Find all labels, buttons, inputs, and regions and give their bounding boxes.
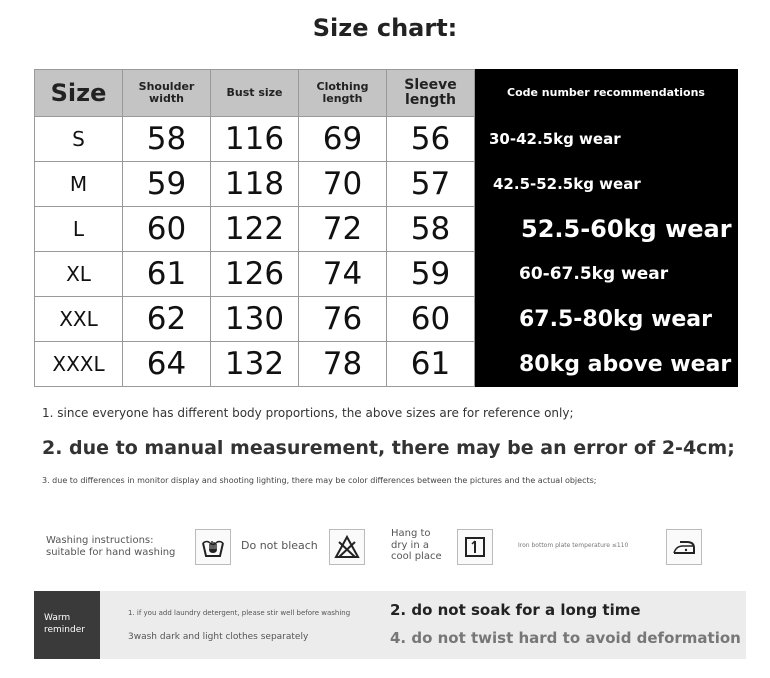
cell-clothing: 70: [299, 162, 387, 207]
warm-reminder-badge: [34, 591, 100, 659]
cell-size: XXL: [35, 297, 123, 342]
header-size: Size: [35, 70, 123, 117]
cell-shoulder: 64: [123, 342, 211, 387]
cell-shoulder: 62: [123, 297, 211, 342]
cell-clothing: 78: [299, 342, 387, 387]
cell-shoulder: 60: [123, 207, 211, 252]
table-header-row: [35, 70, 738, 117]
warm-reminder-label-1: Warm: [44, 613, 71, 623]
cell-bust: 132: [211, 342, 299, 387]
hang-dry-icon: [457, 529, 493, 565]
hang-dry-label-2: dry in a: [391, 539, 429, 551]
cell-recommendation: 52.5-60kg wear: [475, 207, 738, 252]
note-1: 1. since everyone has different body proportions, the above sizes are for reference only;: [42, 406, 574, 420]
cell-bust: 116: [211, 117, 299, 162]
iron-icon: [666, 529, 702, 565]
cell-bust: 118: [211, 162, 299, 207]
reminder-tip-2: 2. do not soak for a long time: [390, 601, 641, 619]
cell-clothing: 74: [299, 252, 387, 297]
note-2: 2. due to manual measurement, there may be an error of 2-4cm;: [42, 437, 735, 459]
table-row: [35, 252, 738, 297]
cell-bust: 130: [211, 297, 299, 342]
bleach-label: Do not bleach: [241, 539, 318, 552]
cell-bust: 126: [211, 252, 299, 297]
cell-shoulder: 58: [123, 117, 211, 162]
reminder-tip-4: 4. do not twist hard to avoid deformation: [390, 629, 741, 647]
size-chart-table: [34, 69, 738, 387]
cell-size: L: [35, 207, 123, 252]
iron-label: Iron bottom plate temperature ≤110: [518, 542, 629, 549]
table-row: [35, 207, 738, 252]
cell-clothing: 69: [299, 117, 387, 162]
cell-sleeve: 56: [387, 117, 475, 162]
cell-recommendation: 42.5-52.5kg wear: [475, 162, 738, 207]
cell-size: S: [35, 117, 123, 162]
cell-bust: 122: [211, 207, 299, 252]
cell-sleeve: 58: [387, 207, 475, 252]
header-bust-size: Bust size: [211, 70, 299, 117]
washing-instructions-text: [46, 535, 175, 558]
cell-recommendation: 67.5-80kg wear: [475, 297, 738, 342]
cell-sleeve: 61: [387, 342, 475, 387]
header-sleeve-length: Sleeve length: [387, 70, 475, 117]
cell-sleeve: 59: [387, 252, 475, 297]
table-row: [35, 117, 738, 162]
cell-size: M: [35, 162, 123, 207]
header-shoulder-width: Shoulder width: [123, 70, 211, 117]
cell-sleeve: 60: [387, 297, 475, 342]
table-row: [35, 162, 738, 207]
hand-wash-label: suitable for hand washing: [46, 546, 176, 558]
reminder-tip-1: 1. if you add laundry detergent, please stir well before washing: [128, 609, 351, 617]
washing-instructions-label: Washing instructions:: [46, 535, 154, 546]
cell-size: XXXL: [35, 342, 123, 387]
reminder-tip-3: 3wash dark and light clothes separately: [128, 632, 309, 642]
page-title: Size chart:: [312, 14, 458, 42]
cell-sleeve: 57: [387, 162, 475, 207]
cell-shoulder: 61: [123, 252, 211, 297]
cell-recommendation: 30-42.5kg wear: [475, 117, 738, 162]
hang-dry-label-1: Hang to: [391, 528, 431, 539]
table-row: [35, 342, 738, 387]
hand-wash-icon: [195, 529, 231, 565]
cell-recommendation: 60-67.5kg wear: [475, 252, 738, 297]
hang-dry-label-3: cool place: [391, 551, 442, 562]
cell-clothing: 72: [299, 207, 387, 252]
header-clothing-length: Clothing length: [299, 70, 387, 117]
cell-size: XL: [35, 252, 123, 297]
header-recommendations: Code number recommendations: [475, 70, 738, 117]
cell-shoulder: 59: [123, 162, 211, 207]
hang-dry-text: [391, 528, 442, 563]
table-row: [35, 297, 738, 342]
warm-reminder-label-2: reminder: [44, 625, 85, 636]
cell-recommendation: 80kg above wear: [475, 342, 738, 387]
note-3: 3. due to differences in monitor display and shooting lighting, there may be color differences between the pictures and the actual objects;: [42, 476, 597, 485]
cell-clothing: 76: [299, 297, 387, 342]
no-bleach-icon: [329, 529, 365, 565]
